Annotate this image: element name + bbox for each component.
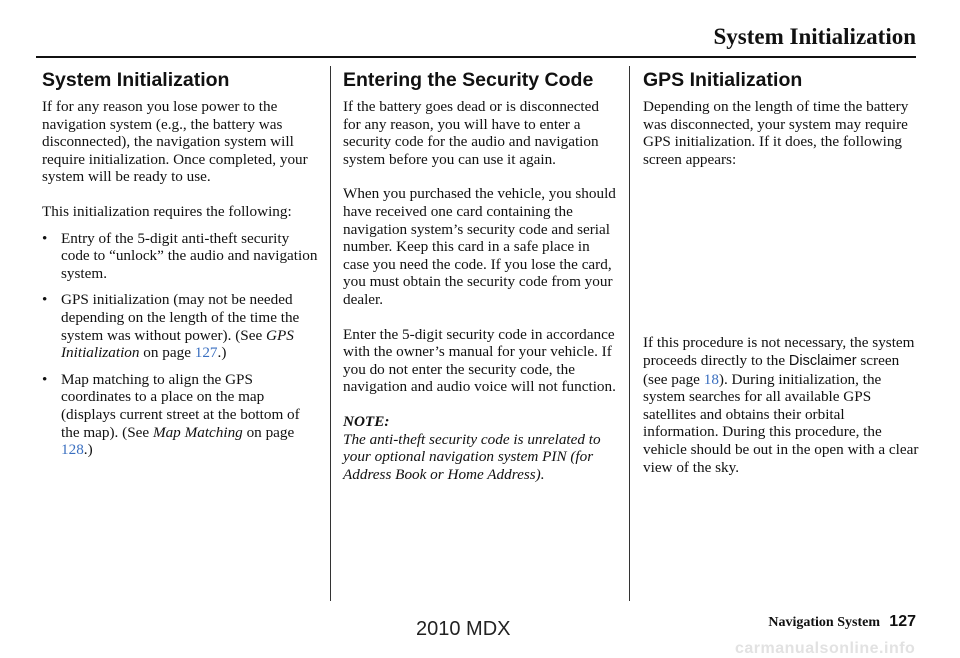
bullet: •	[42, 370, 48, 388]
requirements-list	[42, 230, 320, 459]
list-item	[42, 371, 320, 459]
bullet: •	[42, 291, 48, 309]
paragraph	[643, 334, 921, 476]
note-text: The anti-theft security code is unrelated to your optional navigation system PIN (for Address Book or Home Address).	[343, 430, 601, 483]
column-system-initialization	[42, 66, 320, 468]
bullet: •	[42, 229, 48, 247]
list-item-text: .)	[217, 344, 227, 362]
list-item-text: GPS initialization (may not be needed depending on the length of the time the system was without power). (See	[61, 291, 300, 344]
column-divider-2	[629, 66, 630, 601]
screen-name-disclaimer: Disclaimer	[788, 352, 857, 369]
footer-model: 2010 MDX	[416, 618, 511, 640]
paragraph: Depending on the length of time the battery was disconnected, your system may require GPS initialization. If it does, the following screen appears:	[643, 98, 909, 168]
page-link-18[interactable]: 18	[703, 370, 719, 388]
list-item-text: Map matching to align the GPS coordinates to a place on the map (displays current street at the bottom of the map). (See	[61, 370, 300, 441]
note-label: NOTE:	[343, 412, 390, 430]
cross-reference-title: GPS Initialization	[61, 326, 294, 362]
paragraph: If the battery goes dead or is disconnected for any reason, you will have to enter a security code for the audio and navigation system before you can use it again.	[343, 98, 599, 168]
page-number: 127	[889, 613, 916, 630]
paragraph-text: ). During initialization, the system searches for all available GPS satellites and obtains their orbital information. During this procedure, the vehicle should be out in the open with a clear view of the sky.	[643, 370, 919, 476]
section-heading-gps-initialization: GPS Initialization	[643, 69, 803, 91]
header-rule	[36, 56, 916, 58]
paragraph: Enter the 5-digit security code in accordance with the owner’s manual for your vehicle. If you do not enter the security code, the navigation and audio voice will not function.	[343, 325, 616, 396]
list-item-text: Entry of the 5-digit anti-theft security code to “unlock” the audio and navigation system.	[61, 229, 318, 282]
cross-reference-title: Map Matching	[152, 423, 243, 441]
section-heading-security-code: Entering the Security Code	[343, 69, 594, 91]
column-security-code	[343, 66, 619, 483]
paragraph: When you purchased the vehicle, you should have received one card containing the navigation system’s security code and serial number. Keep this card in a safe place in case you need the code. If you lose the card, you must obtain the security code from your dealer.	[343, 185, 616, 308]
section-heading-system-initialization: System Initialization	[42, 69, 230, 91]
footer-label: Navigation System	[768, 615, 880, 630]
list-item-text: on page	[139, 344, 195, 362]
list-item	[42, 291, 320, 361]
list-item-text: on page	[242, 423, 295, 441]
watermark: carmanualsonline.info	[735, 640, 916, 657]
page-header-title: System Initialization	[713, 24, 916, 49]
page-link-128[interactable]: 128	[61, 441, 84, 459]
paragraph: If for any reason you lose power to the navigation system (e.g., the battery was disconnected), the navigation system will require initialization. Once completed, your system will be ready to use.	[42, 98, 308, 186]
column-divider-1	[330, 66, 331, 601]
paragraph: This initialization requires the following:	[42, 202, 292, 220]
list-item	[42, 230, 320, 283]
paragraph-text: screen (see page	[643, 351, 900, 388]
paragraph-text: If this procedure is not necessary, the system proceeds directly to the	[643, 334, 915, 369]
page-link-127[interactable]: 127	[194, 344, 218, 362]
list-item-text: .)	[83, 441, 93, 459]
column-gps-initialization	[643, 66, 921, 493]
screen-image-placeholder	[643, 185, 921, 334]
